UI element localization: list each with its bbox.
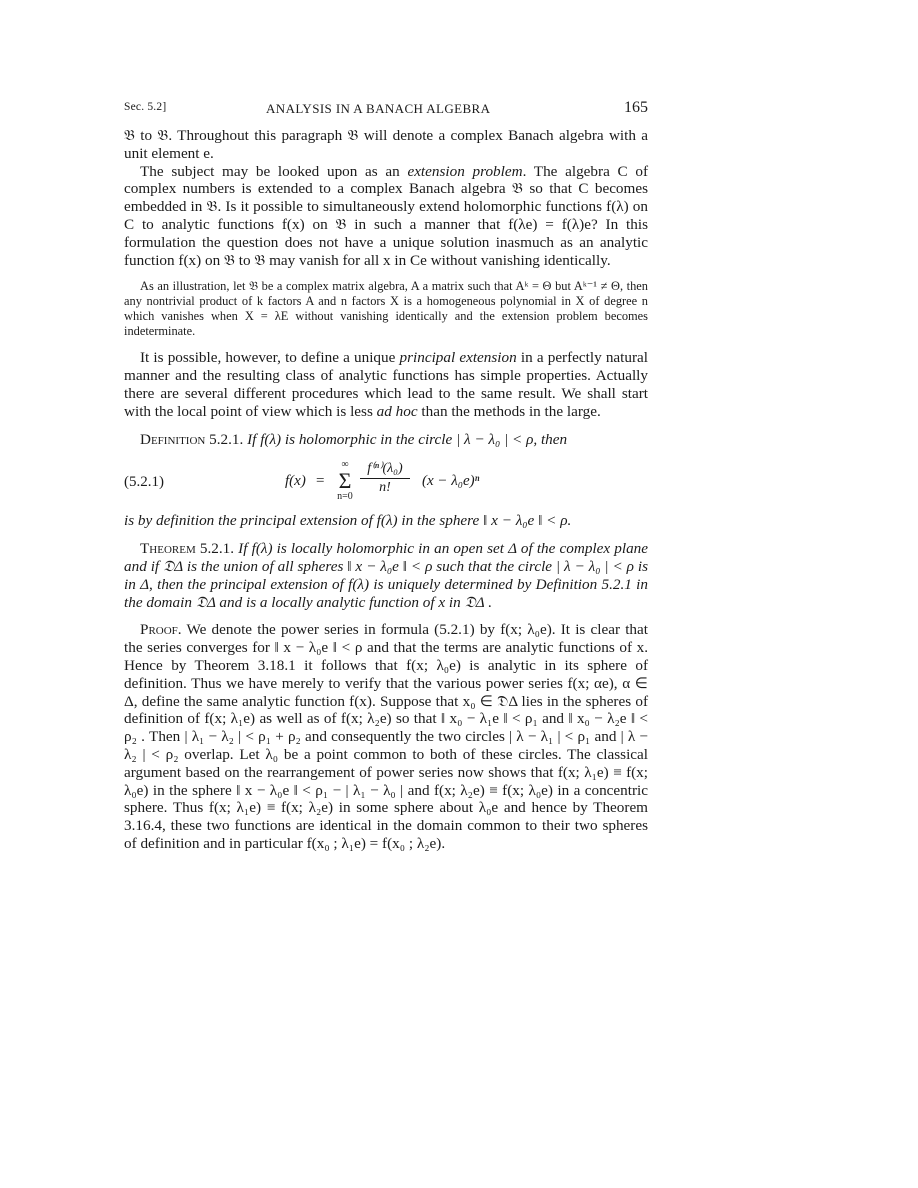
text-run: It is possible, however, to define a unique [140,349,400,367]
page [124,95,648,853]
proof-label: Proof. [140,621,182,639]
equation-number: (5.2.1) [124,474,164,491]
definition-after-text: is by definition the principal extension of f(λ) in the sphere ‖ x − λ₀e ‖ < ρ. [124,512,572,530]
section-label: Sec. 5.2] [124,101,167,113]
spacer [124,611,648,621]
chapter-title: ANALYSIS IN A BANACH ALGEBRA [266,101,491,116]
emphasis: principal extension [399,349,517,367]
proof [124,621,648,852]
spacer [124,421,648,431]
emphasis: extension problem [407,162,523,180]
equation-5-2-1 [124,452,648,508]
definition-label: Definition 5.2.1. [140,430,244,448]
text-run: The subject may be looked upon as an [140,162,408,180]
sum-symbol: Σ [338,468,352,494]
theorem-label: Theorem 5.2.1. [140,540,235,558]
paragraph-extension-problem [124,163,648,270]
running-head [124,95,648,117]
text-run: in a perfectly natural manner and the resulting class of analytic functions has simple properties. Actually there are several different procedures which lead to the same result. We shall start with the local point of view which is less [124,349,649,420]
theorem-text: If f(λ) is locally holomorphic in an open set Δ of the complex plane and if 𝔇Δ is the union of all spheres ‖ x − λ₀e ‖ < ρ such that the circle | λ − λ₀ | < ρ is in Δ, then the principal extension of f(λ) is uniquely determined by Definition 5.2.1 in the domain 𝔇Δ and is a locally analytic function of x in 𝔇Δ . [124,540,648,611]
illustration-note: As an illustration, let 𝔅 be a complex matrix algebra, A a matrix such that Aᵏ = Θ but Aᵏ⁻¹ ≠ Θ, then any nontrivial product of k factors A and n factors X is a homogeneous polynomial in X of degree n which vanishes when X = λE without vanishing identically and the extension problem becomes indeterminate. [124,279,648,339]
theorem [124,540,648,611]
equation-rhs: (x − λ₀e)ⁿ [422,473,480,490]
definition [124,431,648,449]
definition-continuation [124,512,648,530]
summation [335,460,355,502]
definition-text: If f(λ) is holomorphic in the circle | λ − λ₀ | < ρ, then [243,430,568,448]
equation-lhs: f(x) [285,473,306,490]
emphasis: ad hoc [376,402,418,420]
equation-equals: = [316,473,325,490]
page-number: 165 [624,99,648,116]
fraction [360,460,410,496]
text-run: than the methods in the large. [417,402,601,420]
spacer [124,530,648,540]
fraction-denominator: n! [379,480,391,496]
fraction-numerator: f⁽ⁿ⁾(λ₀) [360,460,410,479]
text-run: . The algebra C of complex numbers is extended to a complex Banach algebra 𝔅 so that C becomes embedded in 𝔅. Is it possible to simultaneously extend holomorphic functions f(λ) on C to analytic functions f(x) on 𝔅 in such a manner that f(λe) = f(λ)e? In this formulation the question does not have a unique solution inasmuch as an analytic function f(x) on 𝔅 to 𝔅 may vanish for all x in Ce without vanishing identically. [124,162,648,269]
paragraph-principal-extension [124,349,648,420]
proof-text: We denote the power series in formula (5.2.1) by f(x; λ₀e). It is clear that the series converges for ‖ x − λ₀e ‖ < ρ and that the terms are analytic functions of x. Hence by Theorem 3.18.1 it follows that f(x; λ₀e) is analytic in its sphere of definition. Thus we have merely to verify that the various power series f(x; αe), α ∈ Δ, define the same analytic function f(x). Suppose that x₀ ∈ 𝔇Δ lies in the spheres of definition of f(x; λ₁e) as well as of f(x; λ₂e) so that ‖ x₀ − λ₁e ‖ < ρ₁ and ‖ x₀ − λ₂e ‖ < ρ₂ . Then | λ₁ − λ₂ | < ρ₁ + ρ₂ and consequently the two circles | λ − λ₁ | < ρ₁ and | λ − λ₂ | < ρ₂ overlap. Let λ₀ be a point common to both of these circles. The classical argument based on the rearrangement of power series now shows that f(x; λ₁e) ≡ f(x; λ₀e) in the sphere ‖ x − λ₀e ‖ < ρ₁ − | λ₁ − λ₀ | and f(x; λ₂e) ≡ f(x; λ₀e) in a concentric sphere. Thus f(x; λ₁e) ≡ f(x; λ₂e) in some sphere about λ₀e and hence by Theorem 3.16.4, these two functions are identical in the domain common to their two spheres of definition and in particular f(x₀ ; λ₁e) = f(x₀ ; λ₂e). [124,621,648,852]
paragraph-continuation: 𝔅 to 𝔅. Throughout this paragraph 𝔅 will denote a complex Banach algebra with a unit element e. [124,127,648,162]
sum-upper-limit: ∞ [341,459,349,471]
sum-lower-limit: n=0 [337,491,353,503]
